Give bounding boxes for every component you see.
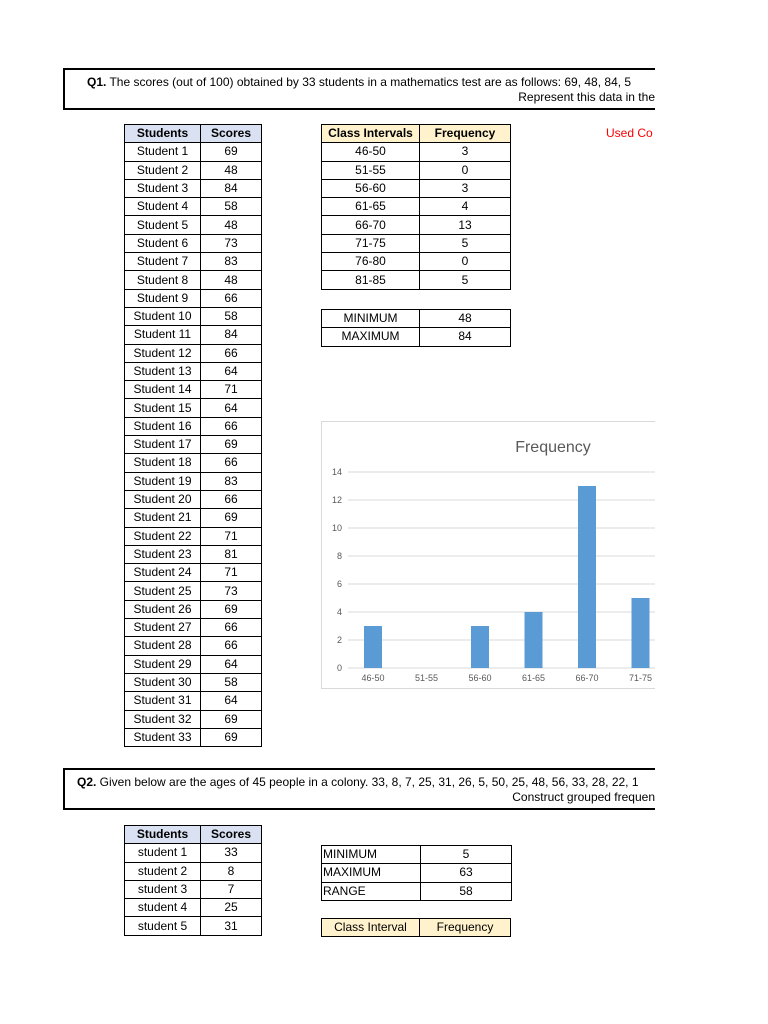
scores-row — [125, 564, 262, 582]
chart-title: Frequency — [515, 439, 591, 456]
y-tick-label: 10 — [331, 523, 342, 533]
score-cell: 73 — [201, 582, 262, 600]
scores-table — [124, 124, 262, 747]
student-name-cell: Student 13 — [125, 362, 201, 380]
frequency-chart — [321, 421, 655, 689]
y-tick-label: 2 — [336, 635, 342, 645]
class-interval-cell: 81-85 — [322, 271, 420, 289]
student-name-cell: Student 10 — [125, 307, 201, 325]
minmax-row — [322, 310, 511, 328]
score-cell: 83 — [201, 472, 262, 490]
score-cell: 66 — [201, 619, 262, 637]
score-cell: 64 — [201, 692, 262, 710]
score-cell: 48 — [201, 216, 262, 234]
score-cell: 58 — [201, 198, 262, 216]
score-cell: 83 — [201, 253, 262, 271]
scores-row — [125, 509, 262, 527]
frequency-cell: 5 — [420, 271, 511, 289]
student-name-cell: Student 20 — [125, 490, 201, 508]
student-name-cell: Student 24 — [125, 564, 201, 582]
q2-student-name-cell: student 1 — [125, 844, 201, 862]
scores-row — [125, 289, 262, 307]
student-name-cell: Student 29 — [125, 655, 201, 673]
scores-row — [125, 307, 262, 325]
scores-row — [125, 655, 262, 673]
score-cell: 64 — [201, 655, 262, 673]
frequency-cell: 13 — [420, 216, 511, 234]
scores-row — [125, 692, 262, 710]
q2-score-cell: 33 — [201, 844, 262, 862]
bar — [364, 626, 382, 668]
scores-row — [125, 179, 262, 197]
frequency-row — [322, 161, 511, 179]
score-cell: 71 — [201, 564, 262, 582]
class-interval-cell: 51-55 — [322, 161, 420, 179]
scores-row — [125, 436, 262, 454]
student-name-cell: Student 19 — [125, 472, 201, 490]
students-header: Students — [125, 125, 201, 143]
score-cell: 69 — [201, 728, 262, 746]
score-cell: 69 — [201, 143, 262, 161]
frequency-row — [322, 143, 511, 161]
scores-row — [125, 344, 262, 362]
q2-score-cell: 25 — [201, 899, 262, 917]
score-cell: 66 — [201, 289, 262, 307]
q2-scores-row — [125, 899, 262, 917]
q2-stat-value-cell: 5 — [421, 846, 512, 864]
q2-stat-label-cell: MAXIMUM — [322, 864, 421, 882]
frequency-table — [321, 124, 511, 290]
score-cell: 58 — [201, 307, 262, 325]
minmax-label-cell: MINIMUM — [322, 310, 420, 328]
class-interval-cell: 66-70 — [322, 216, 420, 234]
scores-row — [125, 234, 262, 252]
scores-row — [125, 710, 262, 728]
student-name-cell: Student 25 — [125, 582, 201, 600]
q2-scores-row — [125, 880, 262, 898]
student-name-cell: Student 1 — [125, 143, 201, 161]
scores-row — [125, 326, 262, 344]
q2-scores-row — [125, 844, 262, 862]
student-name-cell: Student 8 — [125, 271, 201, 289]
scores-row — [125, 582, 262, 600]
scores-row — [125, 271, 262, 289]
frequency-cell: 0 — [420, 253, 511, 271]
q2-student-name-cell: student 5 — [125, 917, 201, 935]
y-tick-label: 12 — [331, 495, 342, 505]
student-name-cell: Student 14 — [125, 381, 201, 399]
q1-label: Q1. — [87, 75, 107, 89]
q2-minmax-row — [322, 864, 512, 882]
scores-row — [125, 362, 262, 380]
q2-students-header: Students — [125, 826, 201, 844]
student-name-cell: Student 33 — [125, 728, 201, 746]
scores-row — [125, 253, 262, 271]
q1-line1 — [87, 75, 631, 90]
x-tick-label: 51-55 — [414, 673, 439, 683]
scores-row — [125, 381, 262, 399]
frequency-cell: 0 — [420, 161, 511, 179]
student-name-cell: Student 7 — [125, 253, 201, 271]
frequency-cell: 3 — [420, 179, 511, 197]
frequency-cell: 4 — [420, 198, 511, 216]
x-tick-label: 66-70 — [575, 673, 599, 683]
score-cell: 84 — [201, 179, 262, 197]
scores-row — [125, 472, 262, 490]
score-cell: 48 — [201, 161, 262, 179]
y-tick-label: 14 — [331, 467, 342, 477]
frequency-chart-svg — [322, 422, 655, 689]
q2-score-cell: 31 — [201, 917, 262, 935]
q2-scores-table — [124, 825, 262, 936]
scores-row — [125, 417, 262, 435]
frequency-row — [322, 271, 511, 289]
student-name-cell: Student 22 — [125, 527, 201, 545]
scores-row — [125, 637, 262, 655]
q2-score-cell: 7 — [201, 880, 262, 898]
student-name-cell: Student 15 — [125, 399, 201, 417]
frequency-header: Frequency — [420, 125, 511, 143]
score-cell: 81 — [201, 545, 262, 563]
frequency-row — [322, 198, 511, 216]
score-cell: 73 — [201, 234, 262, 252]
student-name-cell: Student 2 — [125, 161, 201, 179]
q2-frequency-header: Frequency — [420, 919, 511, 937]
student-name-cell: Student 28 — [125, 637, 201, 655]
minmax-table — [321, 309, 511, 347]
x-tick-label: 71-75 — [628, 673, 653, 683]
class-intervals-header: Class Intervals — [322, 125, 420, 143]
scores-row — [125, 728, 262, 746]
q2-minmax-row — [322, 846, 512, 864]
score-cell: 64 — [201, 362, 262, 380]
score-cell: 69 — [201, 436, 262, 454]
q2-scores-row — [125, 862, 262, 880]
scores-row — [125, 545, 262, 563]
bar — [471, 626, 489, 668]
frequency-row — [322, 234, 511, 252]
score-cell: 84 — [201, 326, 262, 344]
q1-text: The scores (out of 100) obtained by 33 students in a mathematics test are as follows: 69, 48, 84, 5 — [106, 75, 632, 89]
score-cell: 69 — [201, 600, 262, 618]
score-cell: 69 — [201, 509, 262, 527]
student-name-cell: Student 5 — [125, 216, 201, 234]
score-cell: 66 — [201, 417, 262, 435]
score-cell: 66 — [201, 490, 262, 508]
class-interval-cell: 71-75 — [322, 234, 420, 252]
student-name-cell: Student 32 — [125, 710, 201, 728]
class-interval-cell: 61-65 — [322, 198, 420, 216]
frequency-row — [322, 216, 511, 234]
scores-header: Scores — [201, 125, 262, 143]
minmax-label-cell: MAXIMUM — [322, 328, 420, 346]
student-name-cell: Student 11 — [125, 326, 201, 344]
bar — [632, 598, 650, 668]
class-interval-cell: 76-80 — [322, 253, 420, 271]
student-name-cell: Student 12 — [125, 344, 201, 362]
scores-row — [125, 399, 262, 417]
q2-stat-label-cell: MINIMUM — [322, 846, 421, 864]
score-cell: 58 — [201, 673, 262, 691]
q1-line2: Represent this data in the — [518, 90, 655, 104]
frequency-row — [322, 179, 511, 197]
score-cell: 66 — [201, 344, 262, 362]
bar — [525, 612, 543, 668]
frequency-cell: 5 — [420, 234, 511, 252]
scores-row — [125, 454, 262, 472]
score-cell: 69 — [201, 710, 262, 728]
q2-line1 — [77, 775, 639, 790]
minmax-value-cell: 48 — [420, 310, 511, 328]
q2-minmax-row — [322, 882, 512, 900]
bar — [578, 486, 596, 668]
scores-row — [125, 619, 262, 637]
q2-student-name-cell: student 2 — [125, 862, 201, 880]
q2-stat-value-cell: 63 — [421, 864, 512, 882]
q2-stat-label-cell: RANGE — [322, 882, 421, 900]
student-name-cell: Student 16 — [125, 417, 201, 435]
scores-row — [125, 600, 262, 618]
q2-class-interval-header: Class Interval — [322, 919, 420, 937]
y-tick-label: 8 — [336, 551, 342, 561]
frequency-cell: 3 — [420, 143, 511, 161]
student-name-cell: Student 3 — [125, 179, 201, 197]
q2-box — [63, 768, 655, 810]
student-name-cell: Student 18 — [125, 454, 201, 472]
scores-row — [125, 161, 262, 179]
q2-text: Given below are the ages of 45 people in a colony. 33, 8, 7, 25, 31, 26, 5, 50, 25, 48, 56, 33, 28, 22, 1 — [96, 775, 639, 789]
q2-stat-value-cell: 58 — [421, 882, 512, 900]
scores-row — [125, 527, 262, 545]
student-name-cell: Student 30 — [125, 673, 201, 691]
y-tick-label: 4 — [336, 607, 342, 617]
q2-student-name-cell: student 3 — [125, 880, 201, 898]
frequency-row — [322, 253, 511, 271]
y-tick-label: 0 — [336, 663, 342, 673]
q2-minmax-table — [321, 845, 512, 901]
scores-row — [125, 143, 262, 161]
q2-scores-row — [125, 917, 262, 935]
x-tick-label: 61-65 — [521, 673, 546, 683]
student-name-cell: Student 17 — [125, 436, 201, 454]
q2-student-name-cell: student 4 — [125, 899, 201, 917]
score-cell: 66 — [201, 454, 262, 472]
scores-row — [125, 490, 262, 508]
class-interval-cell: 56-60 — [322, 179, 420, 197]
student-name-cell: Student 4 — [125, 198, 201, 216]
x-tick-label: 46-50 — [361, 673, 385, 683]
scores-row — [125, 216, 262, 234]
y-tick-label: 6 — [336, 579, 342, 589]
q2-scores-header: Scores — [201, 826, 262, 844]
score-cell: 48 — [201, 271, 262, 289]
scores-row — [125, 673, 262, 691]
student-name-cell: Student 9 — [125, 289, 201, 307]
student-name-cell: Student 6 — [125, 234, 201, 252]
q2-class-table — [321, 918, 511, 937]
x-tick-label: 56-60 — [468, 673, 492, 683]
student-name-cell: Student 26 — [125, 600, 201, 618]
score-cell: 66 — [201, 637, 262, 655]
student-name-cell: Student 23 — [125, 545, 201, 563]
q1-box — [63, 68, 655, 110]
student-name-cell: Student 21 — [125, 509, 201, 527]
class-interval-cell: 46-50 — [322, 143, 420, 161]
q2-line2: Construct grouped frequen — [512, 790, 655, 804]
red-note: Used Co — [606, 126, 653, 140]
score-cell: 71 — [201, 381, 262, 399]
q2-label: Q2. — [77, 775, 97, 789]
score-cell: 64 — [201, 399, 262, 417]
scores-row — [125, 198, 262, 216]
minmax-row — [322, 328, 511, 346]
q2-score-cell: 8 — [201, 862, 262, 880]
minmax-value-cell: 84 — [420, 328, 511, 346]
score-cell: 71 — [201, 527, 262, 545]
student-name-cell: Student 31 — [125, 692, 201, 710]
student-name-cell: Student 27 — [125, 619, 201, 637]
